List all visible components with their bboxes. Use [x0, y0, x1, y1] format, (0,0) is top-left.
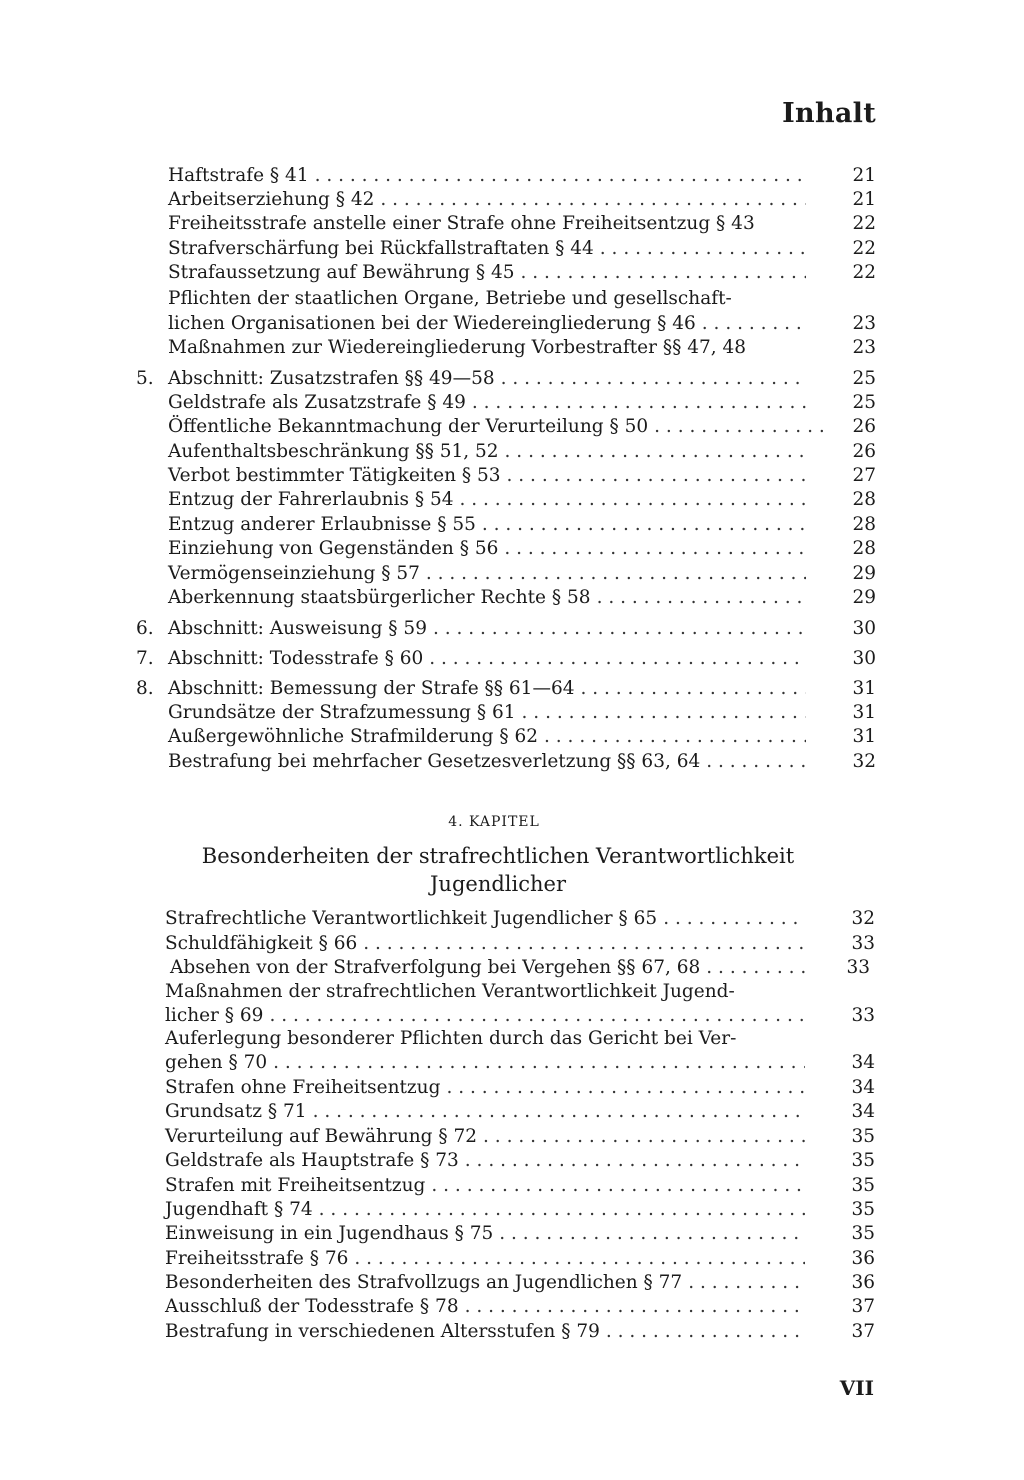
toc-entry	[168, 261, 876, 285]
toc-entry-page: 31	[852, 678, 876, 699]
toc-entry-page: 30	[852, 648, 876, 669]
toc-entry-title: Außergewöhnliche Strafmilderung § 62	[168, 726, 539, 747]
toc-entry	[168, 336, 876, 360]
dot-leader	[380, 188, 806, 212]
toc-entry-page: 22	[852, 213, 876, 234]
dot-leader	[460, 488, 807, 512]
toc-entry-title: Maßnahmen zur Wiedereingliederung Vorbestrafter §§ 47, 48	[168, 337, 747, 358]
toc-entry-title: Geldstrafe als Hauptstrafe § 73	[165, 1150, 459, 1171]
toc-entry	[165, 907, 875, 931]
dot-leader	[505, 440, 806, 464]
dot-leader	[522, 701, 806, 725]
toc-entry	[165, 1271, 875, 1295]
toc-entry-page: 23	[852, 313, 876, 334]
toc-entry-page: 35	[851, 1175, 875, 1196]
toc-entry-title: gehen § 70	[165, 1052, 268, 1073]
toc-entry-page: 36	[851, 1248, 875, 1269]
toc-entry-page: 35	[851, 1126, 875, 1147]
toc-entry	[165, 980, 813, 1004]
chapter-label: 4. KAPITEL	[448, 814, 540, 830]
toc-section-number: 8.	[136, 678, 154, 699]
toc-entry-page: 35	[851, 1150, 875, 1171]
dot-leader	[706, 750, 806, 774]
toc-entry-page: 26	[852, 441, 876, 462]
toc-section-number: 5.	[136, 368, 154, 389]
toc-entry-page: 22	[852, 238, 876, 259]
toc-entry	[168, 164, 876, 188]
toc-entry	[168, 537, 876, 561]
dot-leader	[606, 1320, 805, 1344]
toc-section-entry	[136, 677, 876, 701]
toc-entry-page: 34	[851, 1101, 875, 1122]
toc-entry-title: Strafen mit Freiheitsentzug	[165, 1175, 426, 1196]
toc-entry-title: Einweisung in ein Jugendhaus § 75	[165, 1223, 494, 1244]
toc-entry-title: Maßnahmen der strafrechtlichen Verantwortlichkeit Jugend-	[165, 981, 735, 1002]
toc-section-entry	[136, 617, 876, 641]
toc-entry-page: 33	[851, 1005, 875, 1026]
toc-entry	[168, 513, 876, 537]
toc-entry-title: Strafrechtliche Verantwortlichkeit Jugendlicher § 65	[165, 908, 658, 929]
toc-entry-page: 26	[852, 416, 876, 437]
toc-entry-page: 30	[852, 618, 876, 639]
toc-entry-title: Strafaussetzung auf Bewährung § 45	[168, 262, 515, 283]
toc-entry	[168, 415, 876, 439]
toc-entry	[168, 464, 876, 488]
toc-entry-title: Absehen von der Strafverfolgung bei Vergehen §§ 67, 68	[170, 957, 701, 978]
toc-entry-page: 28	[852, 514, 876, 535]
toc-entry	[165, 1125, 875, 1149]
toc-entry-title: Aberkennung staatsbürgerlicher Rechte § 58	[168, 587, 591, 608]
toc-entry	[168, 312, 876, 336]
toc-entry	[168, 440, 876, 464]
toc-entry	[168, 725, 876, 749]
dot-leader	[315, 164, 806, 188]
dot-leader	[600, 237, 806, 261]
toc-entry-page: 27	[852, 465, 876, 486]
dot-leader	[501, 367, 806, 391]
toc-entry	[165, 1295, 875, 1319]
page-number: VII	[839, 1376, 874, 1400]
toc-entry	[168, 212, 876, 236]
toc-entry-title: Arbeitserziehung § 42	[168, 189, 375, 210]
toc-entry-page: 33	[851, 933, 875, 954]
toc-entry-title: Haftstrafe § 41	[168, 165, 309, 186]
toc-entry-page: 32	[851, 908, 875, 929]
dot-leader	[688, 1271, 805, 1295]
dot-leader	[521, 261, 806, 285]
toc-entry-title: Aufenthaltsbeschränkung §§ 51, 52	[168, 441, 499, 462]
toc-section-number: 6.	[136, 618, 154, 639]
dot-leader	[507, 464, 806, 488]
dot-leader	[313, 1100, 805, 1124]
toc-entry-title: Abschnitt: Ausweisung § 59	[168, 618, 427, 639]
toc-entry-page: 21	[852, 189, 876, 210]
toc-entry	[165, 1247, 875, 1271]
toc-entry	[168, 750, 876, 774]
toc-entry	[165, 1027, 813, 1051]
toc-entry-title: Strafverschärfung bei Rückfallstraftaten § 44	[168, 238, 594, 259]
toc-entry-title: Jugendhaft § 74	[165, 1199, 313, 1220]
toc-entry-page: 35	[851, 1199, 875, 1220]
toc-entry-title: Freiheitsstrafe anstelle einer Strafe ohne Freiheitsentzug § 43	[168, 213, 755, 234]
toc-entry-page: 23	[852, 337, 876, 358]
chapter-title-line: Besonderheiten der strafrechtlichen Verantwortlichkeit	[201, 844, 795, 868]
toc-entry-page: 36	[851, 1272, 875, 1293]
toc-entry-title: Schuldfähigkeit § 66	[165, 933, 358, 954]
dot-leader	[363, 932, 805, 956]
toc-entry	[168, 287, 814, 311]
toc-entry	[168, 188, 876, 212]
dot-leader	[465, 1149, 805, 1173]
toc-entry	[168, 586, 876, 610]
dot-leader	[319, 1198, 805, 1222]
toc-entry-title: Verurteilung auf Bewährung § 72	[165, 1126, 478, 1147]
toc-entry	[168, 488, 876, 512]
dot-leader	[654, 415, 826, 439]
dot-leader	[273, 1051, 805, 1075]
toc-entry-page: 31	[852, 726, 876, 747]
toc-entry	[165, 932, 875, 956]
toc-entry-page: 35	[851, 1223, 875, 1244]
dot-leader	[429, 647, 806, 671]
toc-entry-title: Entzug der Fahrerlaubnis § 54	[168, 489, 454, 510]
toc-section-entry	[136, 367, 876, 391]
dot-leader	[472, 391, 806, 415]
toc-entry	[165, 1051, 875, 1075]
toc-entry-title: Bestrafung bei mehrfacher Gesetzesverletzung §§ 63, 64	[168, 751, 701, 772]
toc-entry-page: 37	[851, 1321, 875, 1342]
toc-entry-title: lichen Organisationen bei der Wiedereingliederung § 46	[168, 313, 696, 334]
toc-entry-title: Einziehung von Gegenständen § 56	[168, 538, 499, 559]
toc-entry-page: 31	[852, 702, 876, 723]
toc-entry-title: Entzug anderer Erlaubnisse § 55	[168, 514, 476, 535]
toc-entry-page: 29	[852, 563, 876, 584]
toc-entry	[165, 1004, 875, 1028]
dot-leader	[354, 1247, 805, 1271]
toc-entry-title: Grundsätze der Strafzumessung § 61	[168, 702, 516, 723]
toc-entry-title: licher § 69	[165, 1005, 264, 1026]
toc-section-entry	[136, 647, 876, 671]
dot-leader	[581, 677, 807, 701]
toc-entry-title: Geldstrafe als Zusatzstrafe § 49	[168, 392, 466, 413]
dot-leader	[544, 725, 806, 749]
dot-leader	[426, 562, 806, 586]
toc-entry-title: Grundsatz § 71	[165, 1101, 307, 1122]
toc-entry-title: Vermögenseinziehung § 57	[168, 563, 420, 584]
toc-entry	[168, 701, 876, 725]
toc-entry-page: 37	[851, 1296, 875, 1317]
dot-leader	[482, 513, 806, 537]
dot-leader	[431, 1174, 805, 1198]
toc-entry	[165, 1198, 875, 1222]
toc-entry	[165, 1100, 875, 1124]
toc-entry-page: 22	[852, 262, 876, 283]
toc-entry	[170, 956, 870, 980]
toc-section-number: 7.	[136, 648, 154, 669]
dot-leader	[269, 1004, 805, 1028]
toc-entry	[165, 1149, 875, 1173]
page-title: Inhalt	[782, 98, 876, 129]
toc-entry-page: 29	[852, 587, 876, 608]
toc-entry-page: 28	[852, 538, 876, 559]
toc-entry-page: 34	[851, 1077, 875, 1098]
toc-entry-title: Ausschluß der Todesstrafe § 78	[165, 1296, 459, 1317]
dot-leader	[483, 1125, 805, 1149]
toc-entry-title: Bestrafung in verschiedenen Altersstufen § 79	[165, 1321, 600, 1342]
toc-entry	[168, 562, 876, 586]
toc-entry-page: 25	[852, 368, 876, 389]
chapter-title	[180, 842, 816, 898]
toc-entry	[165, 1174, 875, 1198]
dot-leader	[706, 956, 805, 980]
chapter-title-line: Jugendlicher	[430, 872, 566, 896]
toc-entry-title: Pflichten der staatlichen Organe, Betriebe und gesellschaft-	[168, 288, 732, 309]
toc-entry	[165, 1222, 875, 1246]
dot-leader	[433, 617, 806, 641]
dot-leader	[499, 1222, 805, 1246]
toc-entry-page: 25	[852, 392, 876, 413]
toc-entry-title: Verbot bestimmter Tätigkeiten § 53	[168, 465, 501, 486]
toc-entry	[165, 1076, 875, 1100]
toc-entry-page: 34	[851, 1052, 875, 1073]
dot-leader	[446, 1076, 805, 1100]
dot-leader	[663, 907, 805, 931]
dot-leader	[504, 537, 806, 561]
toc-entry-title: Strafen ohne Freiheitsentzug	[165, 1077, 441, 1098]
toc-entry-page: 32	[852, 751, 876, 772]
toc-entry-title: Abschnitt: Todesstrafe § 60	[168, 648, 424, 669]
toc-entry-title: Freiheitsstrafe § 76	[165, 1248, 349, 1269]
toc-entry	[168, 237, 876, 261]
toc-entry	[165, 1320, 875, 1344]
dot-leader	[702, 312, 806, 336]
toc-entry-page: 33	[846, 957, 870, 978]
toc-entry-page: 28	[852, 489, 876, 510]
toc-entry-title: Abschnitt: Zusatzstrafen §§ 49—58	[168, 368, 495, 389]
toc-entry	[168, 391, 876, 415]
toc-entry-title: Auferlegung besonderer Pflichten durch das Gericht bei Ver-	[165, 1028, 737, 1049]
toc-entry-title: Öffentliche Bekanntmachung der Verurteilung § 50	[168, 416, 649, 437]
dot-leader	[597, 586, 806, 610]
toc-entry-page: 21	[852, 165, 876, 186]
dot-leader	[465, 1295, 805, 1319]
toc-entry-title: Abschnitt: Bemessung der Strafe §§ 61—64	[168, 678, 575, 699]
toc-entry-title: Besonderheiten des Strafvollzugs an Jugendlichen § 77	[165, 1272, 683, 1293]
